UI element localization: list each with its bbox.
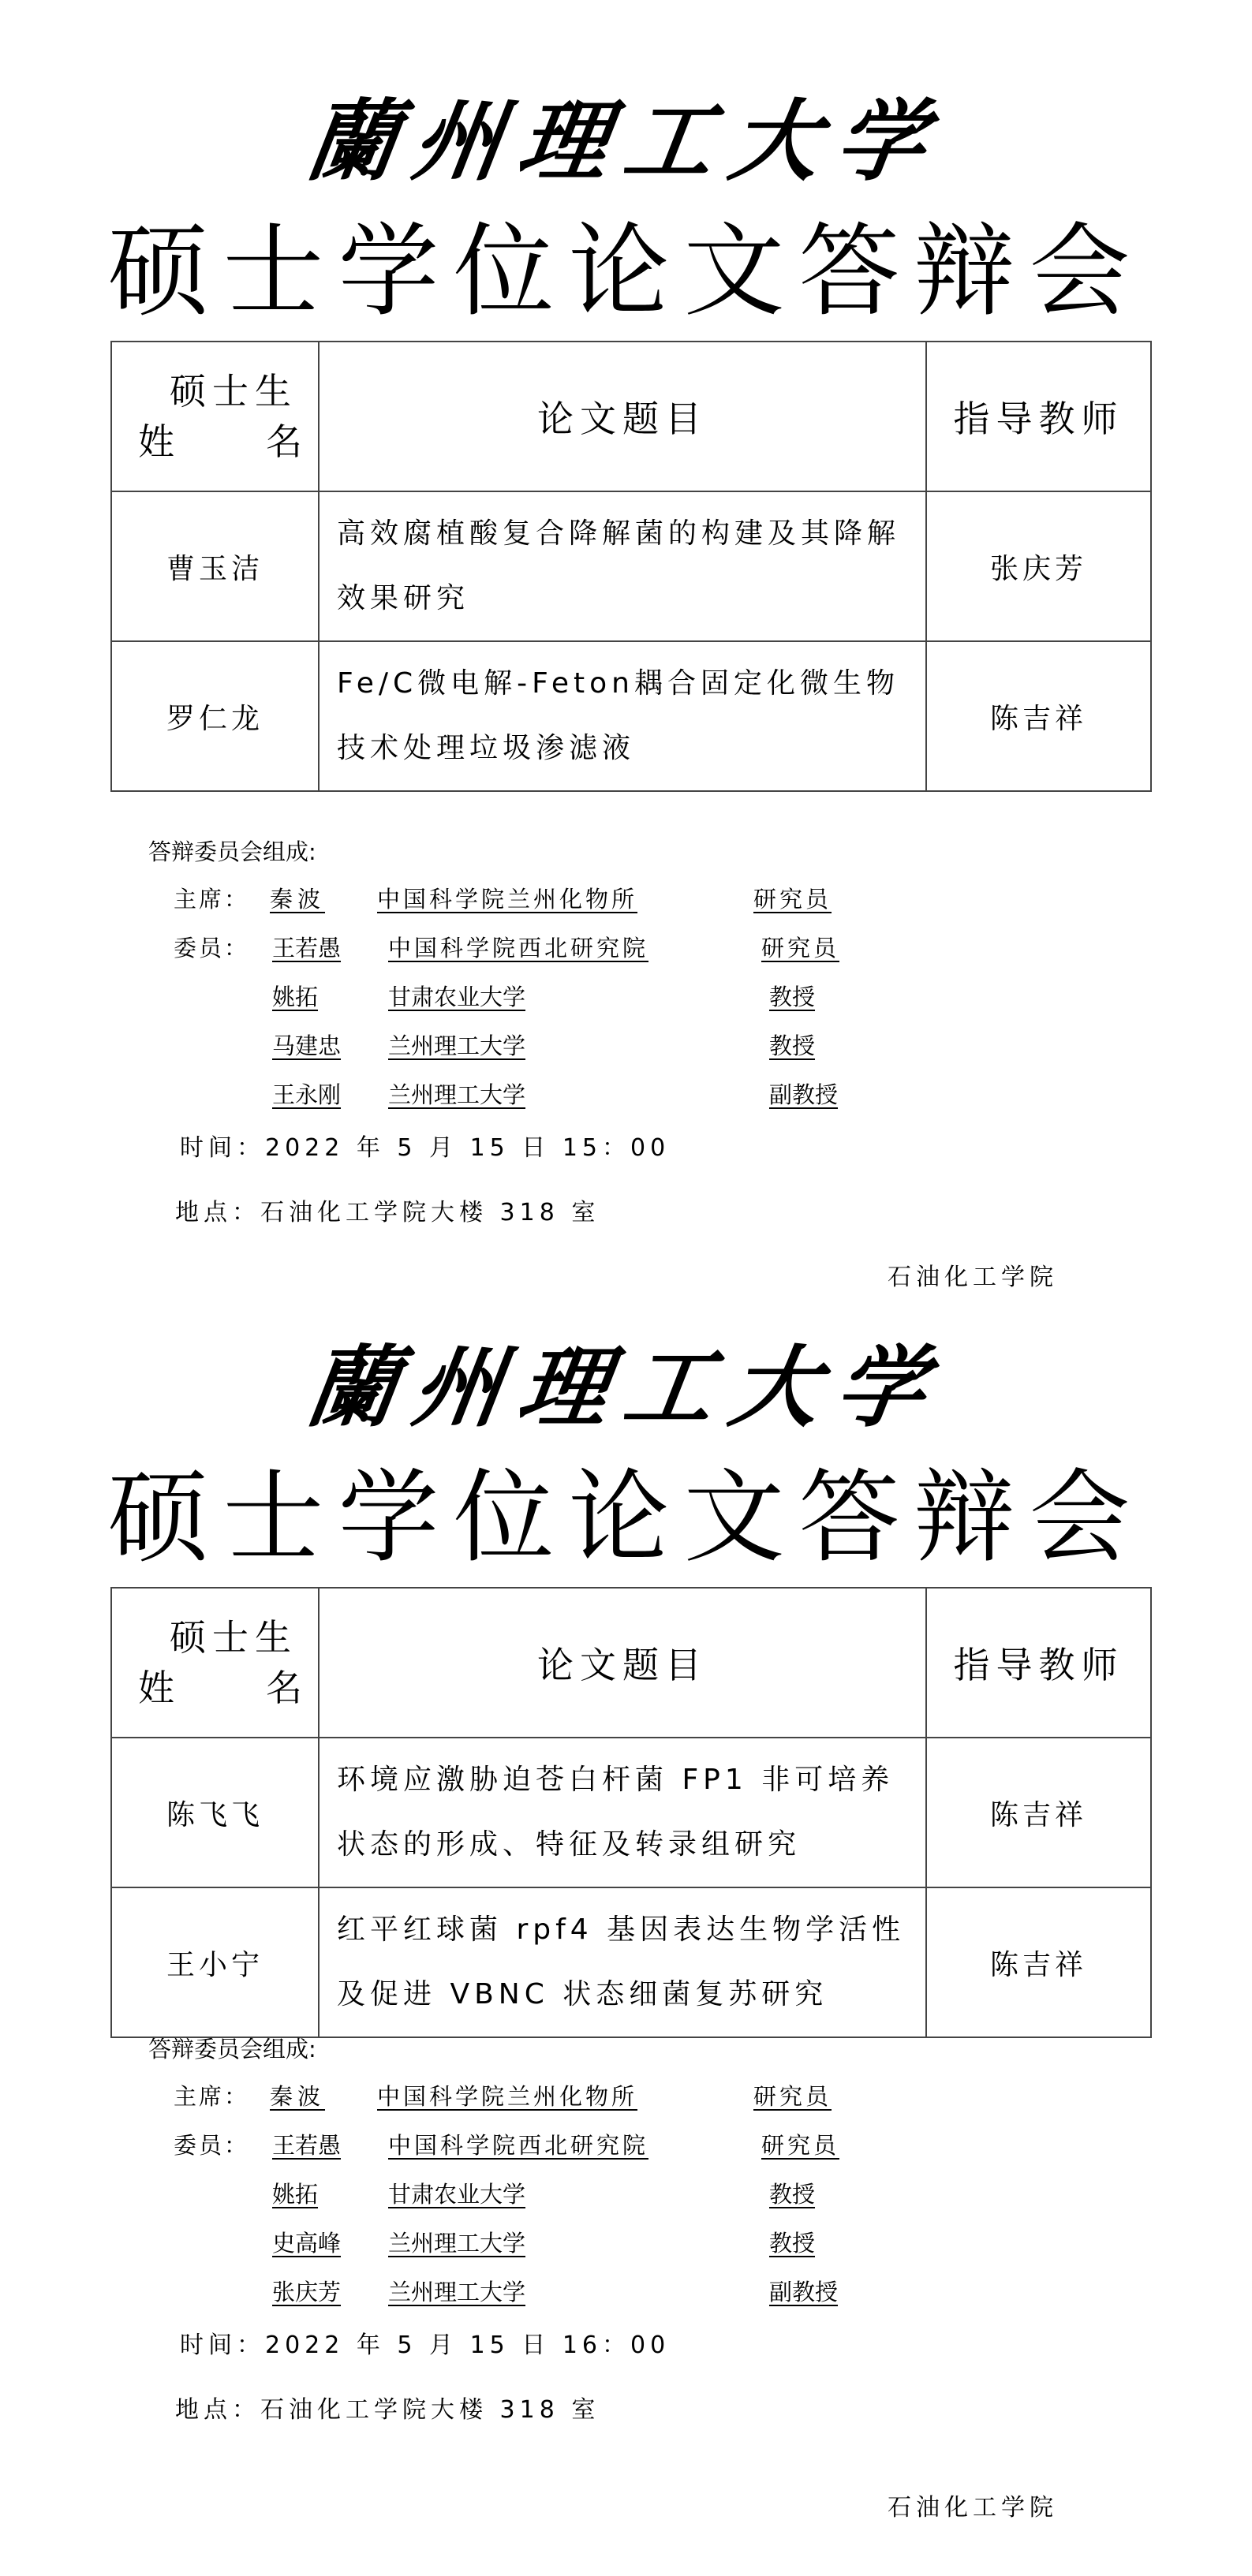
university-logo: 蘭州理工大学 — [301, 1336, 950, 1439]
organizer: 石油化工学院 — [888, 2494, 1058, 2522]
committee-label: 答辩委员会组成: — [148, 2036, 316, 2063]
member-org: 中国科学院西北研究院 — [388, 935, 649, 961]
member-role: 主席： — [174, 2083, 250, 2110]
member-name: 姚拓 — [272, 2181, 319, 2208]
member-org: 兰州理工大学 — [388, 1032, 526, 1059]
member-name: 王永刚 — [272, 1081, 342, 1108]
member-org: 兰州理工大学 — [388, 2279, 526, 2305]
member-org: 中国科学院西北研究院 — [388, 2132, 649, 2159]
page-title: 硕士学位论文答辩会 — [107, 213, 1145, 330]
table-row — [111, 1738, 1151, 1887]
student-name: 曹玉洁 — [111, 491, 319, 641]
member-title: 研究员 — [761, 935, 840, 961]
member-title: 副教授 — [769, 1081, 839, 1108]
table-header-row — [111, 342, 1151, 491]
member-name: 张庆芳 — [272, 2279, 342, 2305]
thesis-table — [110, 341, 1152, 792]
defense-time: 时间：2022 年 5 月 15 日 15：00 — [180, 1134, 671, 1162]
member-name: 王若愚 — [272, 2132, 342, 2159]
student-name: 罗仁龙 — [111, 641, 319, 791]
thesis-topic: 红平红球菌 rpf4 基因表达生物学活性及促进 VBNC 状态细菌复苏研究 — [319, 1887, 926, 2037]
member-name: 秦波 — [270, 2083, 326, 2110]
table-row — [111, 491, 1151, 641]
member-title: 研究员 — [761, 2132, 840, 2159]
organizer: 石油化工学院 — [888, 1264, 1058, 1291]
member-org: 中国科学院兰州化物所 — [377, 886, 638, 913]
thesis-topic: 高效腐植酸复合降解菌的构建及其降解效果研究 — [319, 491, 926, 641]
member-name: 秦波 — [270, 886, 326, 913]
student-name: 陈飞飞 — [111, 1738, 319, 1887]
header-student-name: 硕士生 姓 名 — [111, 342, 319, 491]
table-header-row — [111, 1588, 1151, 1738]
member-title: 研究员 — [753, 886, 832, 913]
student-name: 王小宁 — [111, 1887, 319, 2037]
table-row — [111, 641, 1151, 791]
advisor-name: 陈吉祥 — [926, 641, 1151, 791]
member-role: 主席： — [174, 886, 250, 913]
member-title: 副教授 — [769, 2279, 839, 2305]
member-name: 王若愚 — [272, 935, 342, 961]
member-name: 马建忠 — [272, 1032, 342, 1059]
defense-time: 时间：2022 年 5 月 15 日 16：00 — [180, 2331, 671, 2359]
member-title: 教授 — [769, 1032, 816, 1059]
header-advisor: 指导教师 — [926, 342, 1151, 491]
member-title: 研究员 — [753, 2083, 832, 2110]
member-title: 教授 — [769, 2181, 816, 2208]
member-org: 兰州理工大学 — [388, 1081, 526, 1108]
member-org: 中国科学院兰州化物所 — [377, 2083, 638, 2110]
header-thesis-topic: 论文题目 — [319, 1588, 926, 1738]
thesis-topic: 环境应激胁迫苍白杆菌 FP1 非可培养状态的形成、特征及转录组研究 — [319, 1738, 926, 1887]
member-org: 兰州理工大学 — [388, 2230, 526, 2257]
header-thesis-topic: 论文题目 — [319, 342, 926, 491]
committee-label: 答辩委员会组成: — [148, 838, 316, 865]
member-org: 甘肃农业大学 — [388, 984, 526, 1010]
thesis-table — [110, 1587, 1152, 2038]
header-advisor: 指导教师 — [926, 1588, 1151, 1738]
defense-place: 地点：石油化工学院大楼 318 室 — [175, 1199, 600, 1226]
advisor-name: 陈吉祥 — [926, 1738, 1151, 1887]
member-role: 委员： — [174, 935, 250, 961]
advisor-name: 陈吉祥 — [926, 1887, 1151, 2037]
table-row — [111, 1887, 1151, 2037]
member-role: 委员： — [174, 2132, 250, 2159]
member-name: 姚拓 — [272, 984, 319, 1010]
member-title: 教授 — [769, 2230, 816, 2257]
defense-place: 地点：石油化工学院大楼 318 室 — [175, 2396, 600, 2424]
university-logo: 蘭州理工大学 — [301, 90, 950, 193]
thesis-topic: Fe/C微电解-Feton耦合固定化微生物技术处理垃圾渗滤液 — [319, 641, 926, 791]
member-org: 甘肃农业大学 — [388, 2181, 526, 2208]
header-student-name: 硕士生 姓 名 — [111, 1588, 319, 1738]
member-name: 史高峰 — [272, 2230, 342, 2257]
advisor-name: 张庆芳 — [926, 491, 1151, 641]
defense-notice-2 — [0, 1246, 1252, 2524]
page-title: 硕士学位论文答辩会 — [107, 1459, 1145, 1577]
member-title: 教授 — [769, 984, 816, 1010]
